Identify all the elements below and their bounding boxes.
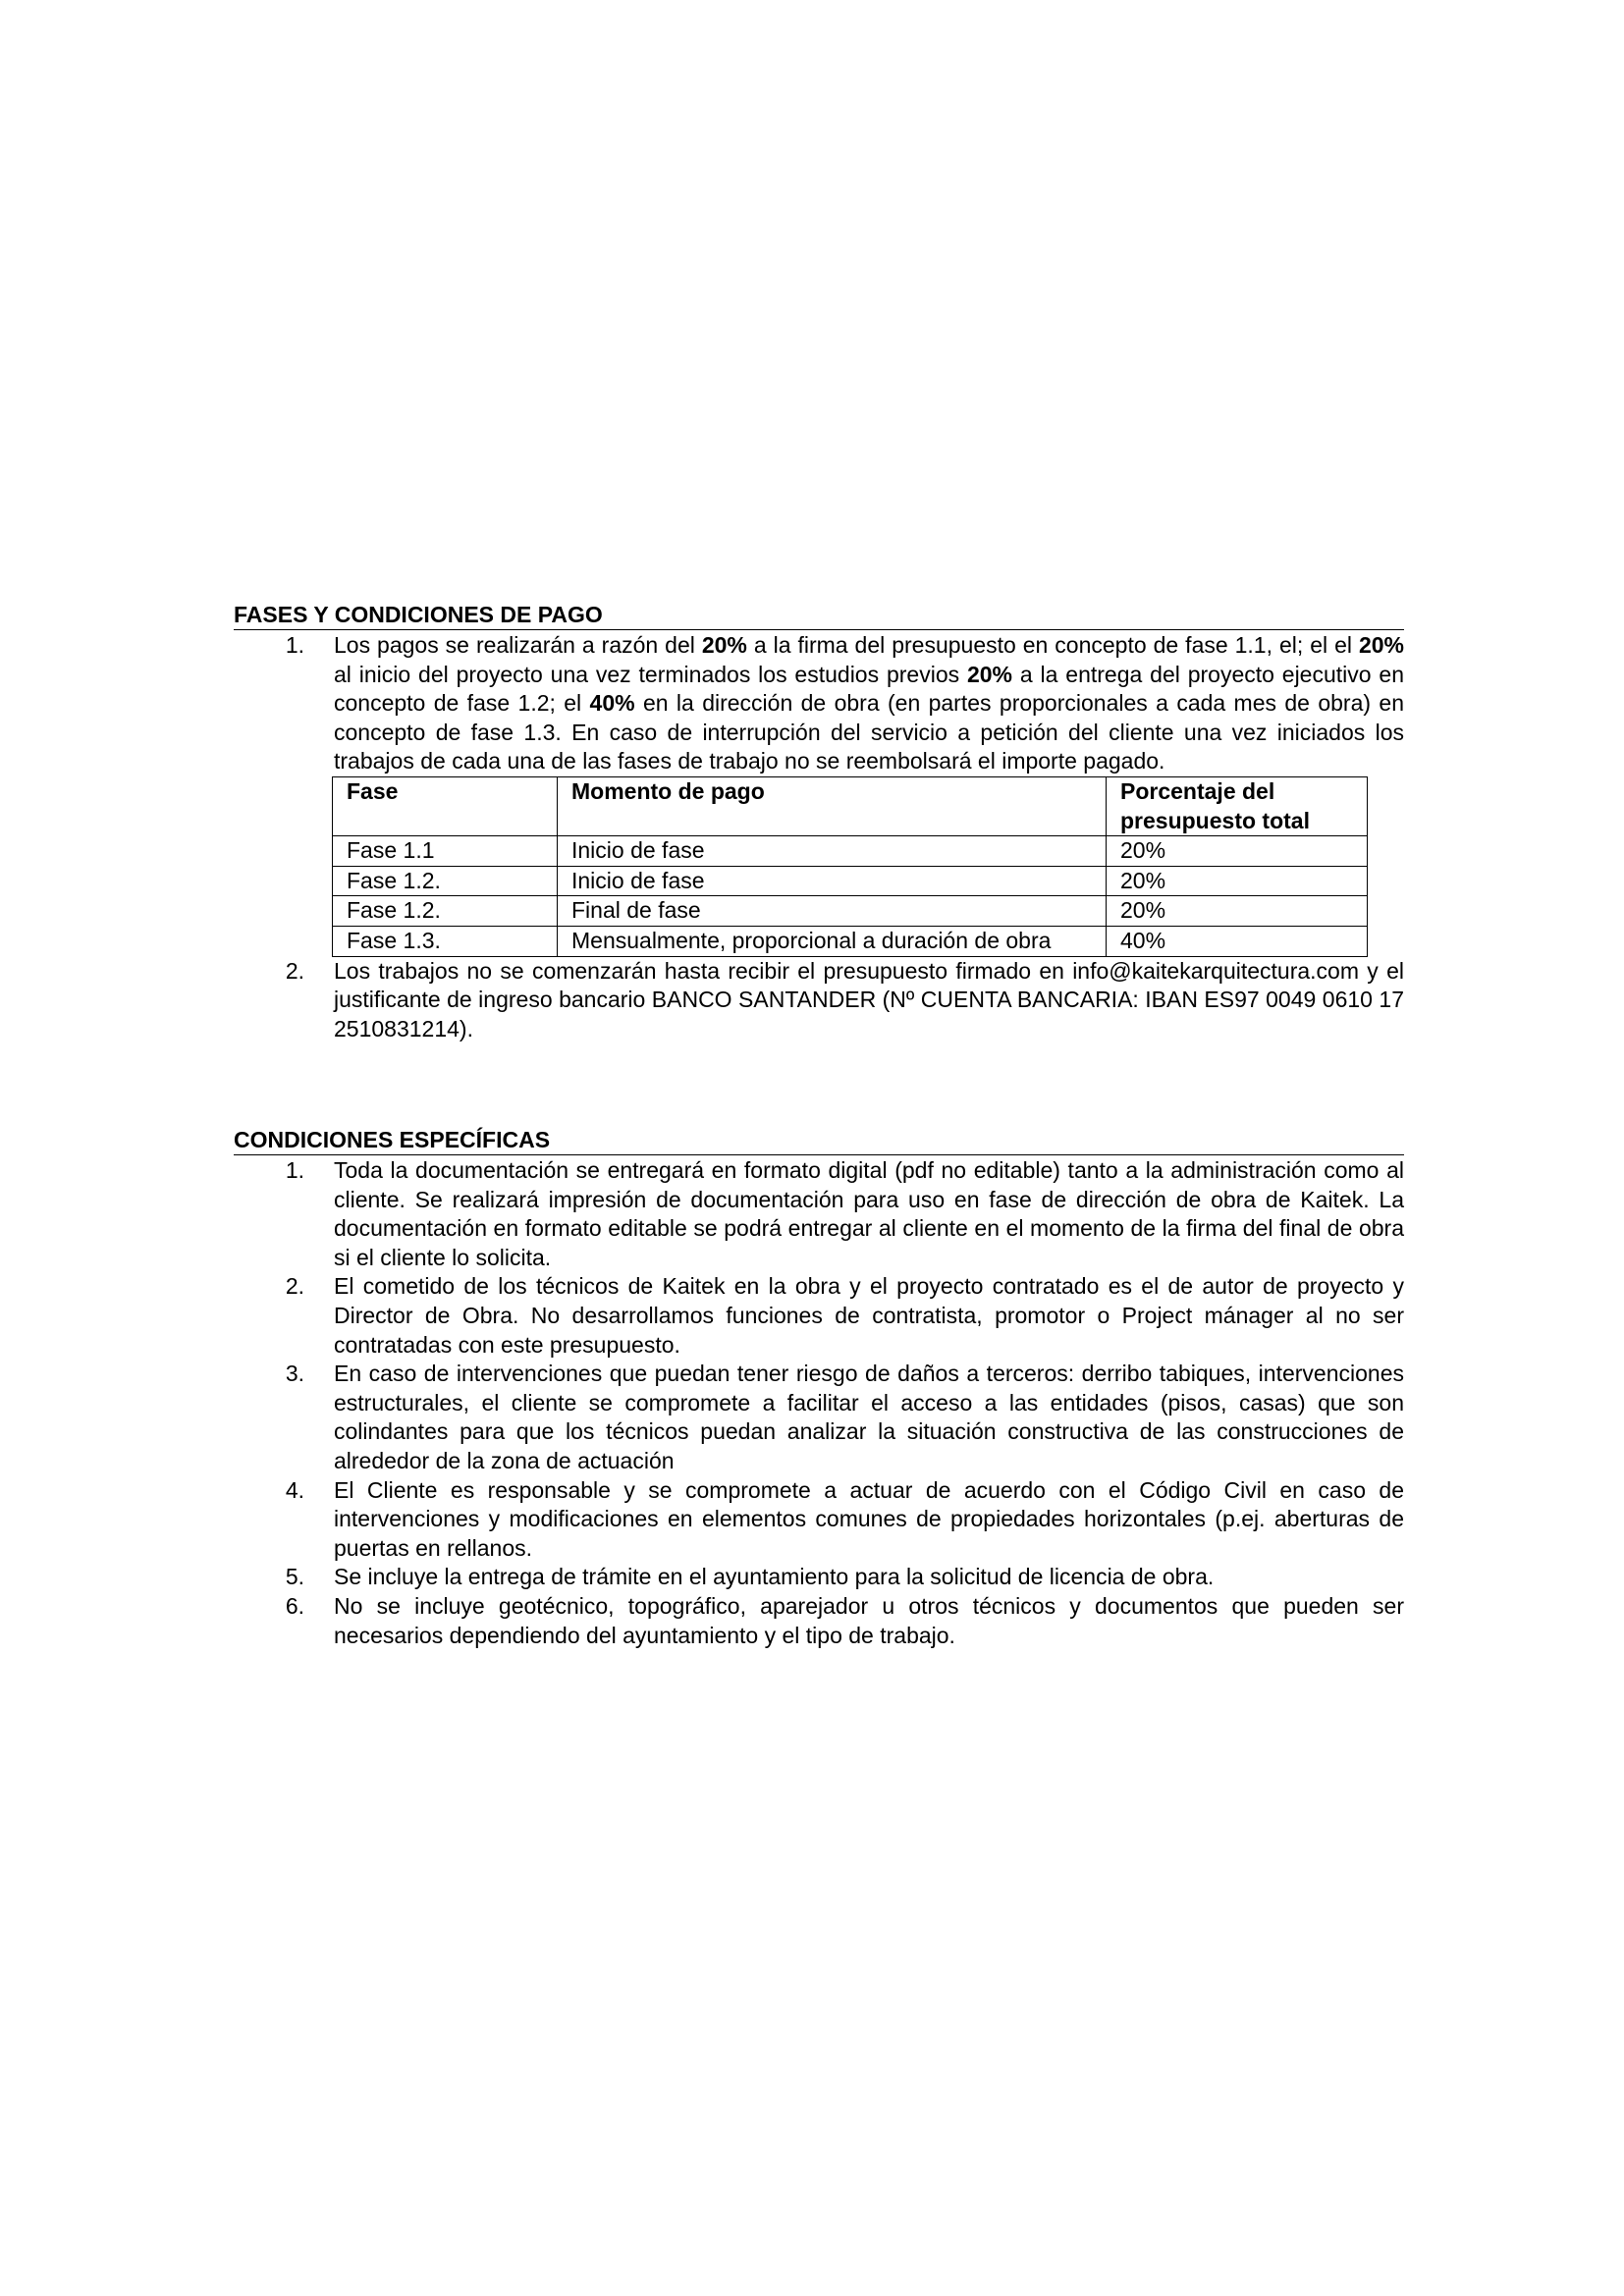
table-row bbox=[333, 836, 1368, 867]
list-item bbox=[234, 1476, 1404, 1564]
list-item bbox=[234, 1592, 1404, 1650]
list-item-text: En caso de intervenciones que puedan tener riesgo de daños a terceros: derribo tabiques, intervenciones estructurales, el cliente se compromete a facilitar el acceso a las entidades (pisos, casas) que son colindantes para que los técnicos puedan analizar la situación constructiva de las construcciones de alrededor de la zona de actuación bbox=[334, 1361, 1404, 1473]
table-row bbox=[333, 926, 1368, 956]
cell-momento: Mensualmente, proporcional a duración de obra bbox=[558, 926, 1107, 956]
table-row bbox=[333, 896, 1368, 927]
payment-table bbox=[332, 776, 1368, 957]
list-item bbox=[234, 1360, 1404, 1475]
cell-fase: Fase 1.3. bbox=[333, 926, 558, 956]
payment-heading: FASES Y CONDICIONES DE PAGO bbox=[234, 602, 1404, 630]
payment-section bbox=[234, 602, 1404, 1043]
item-number: 1. bbox=[285, 632, 304, 658]
cell-porcentaje: 20% bbox=[1107, 866, 1368, 896]
payment-item-1 bbox=[234, 631, 1404, 776]
cell-momento: Final de fase bbox=[558, 896, 1107, 927]
cell-porcentaje: 20% bbox=[1107, 896, 1368, 927]
item-number: 5. bbox=[285, 1564, 304, 1590]
item-number: 2. bbox=[285, 957, 304, 984]
cell-fase: Fase 1.2. bbox=[333, 896, 558, 927]
list-item-text: Toda la documentación se entregará en formato digital (pdf no editable) tanto a la administración como al cliente. Se realizará impresión de documentación para uso en fase de dirección de obra de Kaitek. La documentación en formato editable se podrá entregar al cliente en el momento de la firma del final de obra si el cliente lo solicita. bbox=[334, 1157, 1404, 1270]
specific-section bbox=[234, 1127, 1404, 1650]
item-number: 6. bbox=[285, 1592, 304, 1619]
list-item bbox=[234, 1156, 1404, 1272]
cell-momento: Inicio de fase bbox=[558, 836, 1107, 867]
list-item-text: El cometido de los técnicos de Kaitek en la obra y el proyecto contratado es el de autor de proyecto y Director de Obra. No desarrollamos funciones de contratista, promotor o Project mánager al no ser contratadas con este presupuesto. bbox=[334, 1273, 1404, 1358]
header-fase: Fase bbox=[333, 776, 558, 835]
item-number: 1. bbox=[285, 1157, 304, 1183]
specific-heading: CONDICIONES ESPECÍFICAS bbox=[234, 1127, 1404, 1155]
cell-porcentaje: 40% bbox=[1107, 926, 1368, 956]
list-item-text: Se incluye la entrega de trámite en el ayuntamiento para la solicitud de licencia de obra. bbox=[334, 1564, 1215, 1590]
cell-fase: Fase 1.1 bbox=[333, 836, 558, 867]
item-number: 4. bbox=[285, 1476, 304, 1503]
table-row bbox=[333, 866, 1368, 896]
cell-porcentaje: 20% bbox=[1107, 836, 1368, 867]
list-item-text: El Cliente es responsable y se compromete a actuar de acuerdo con el Código Civil en caso de intervenciones y modificaciones en elementos comunes de propiedades horizontales (p.ej. aberturas de puertas en rellanos. bbox=[334, 1476, 1404, 1561]
header-momento: Momento de pago bbox=[558, 776, 1107, 835]
payment-item-2 bbox=[234, 957, 1404, 1044]
item-number: 2. bbox=[285, 1273, 304, 1300]
item-number: 3. bbox=[285, 1361, 304, 1387]
cell-fase: Fase 1.2. bbox=[333, 866, 558, 896]
payment-item-1-text: Los pagos se realizarán a razón del 20% a la firma del presupuesto en concepto de fase 1.1, el; el el 20% al inicio del proyecto una vez terminados los estudios previos 20% a la entrega del proyecto ejecutivo en concepto de fase 1.2; el 40% en la dirección de obra (en partes proporcionales a cada mes de obra) en concepto de fase 1.3. En caso de interrupción del servicio a petición del cliente una vez iniciados los trabajos de cada una de las fases de trabajo no se reembolsará el importe pagado. bbox=[334, 632, 1404, 774]
list-item-text: No se incluye geotécnico, topográfico, aparejador u otros técnicos y documentos que pueden ser necesarios dependiendo del ayuntamiento y el tipo de trabajo. bbox=[334, 1592, 1404, 1648]
cell-momento: Inicio de fase bbox=[558, 866, 1107, 896]
table-header-row bbox=[333, 776, 1368, 835]
list-item bbox=[234, 1563, 1404, 1592]
header-porcentaje: Porcentaje del presupuesto total bbox=[1107, 776, 1368, 835]
payment-item-2-text: Los trabajos no se comenzarán hasta recibir el presupuesto firmado en info@kaitekarquitectura.com y el justificante de ingreso bancario BANCO SANTANDER (Nº CUENTA BANCARIA: IBAN ES97 0049 0610 17 2510831214). bbox=[334, 957, 1404, 1041]
list-item bbox=[234, 1272, 1404, 1360]
